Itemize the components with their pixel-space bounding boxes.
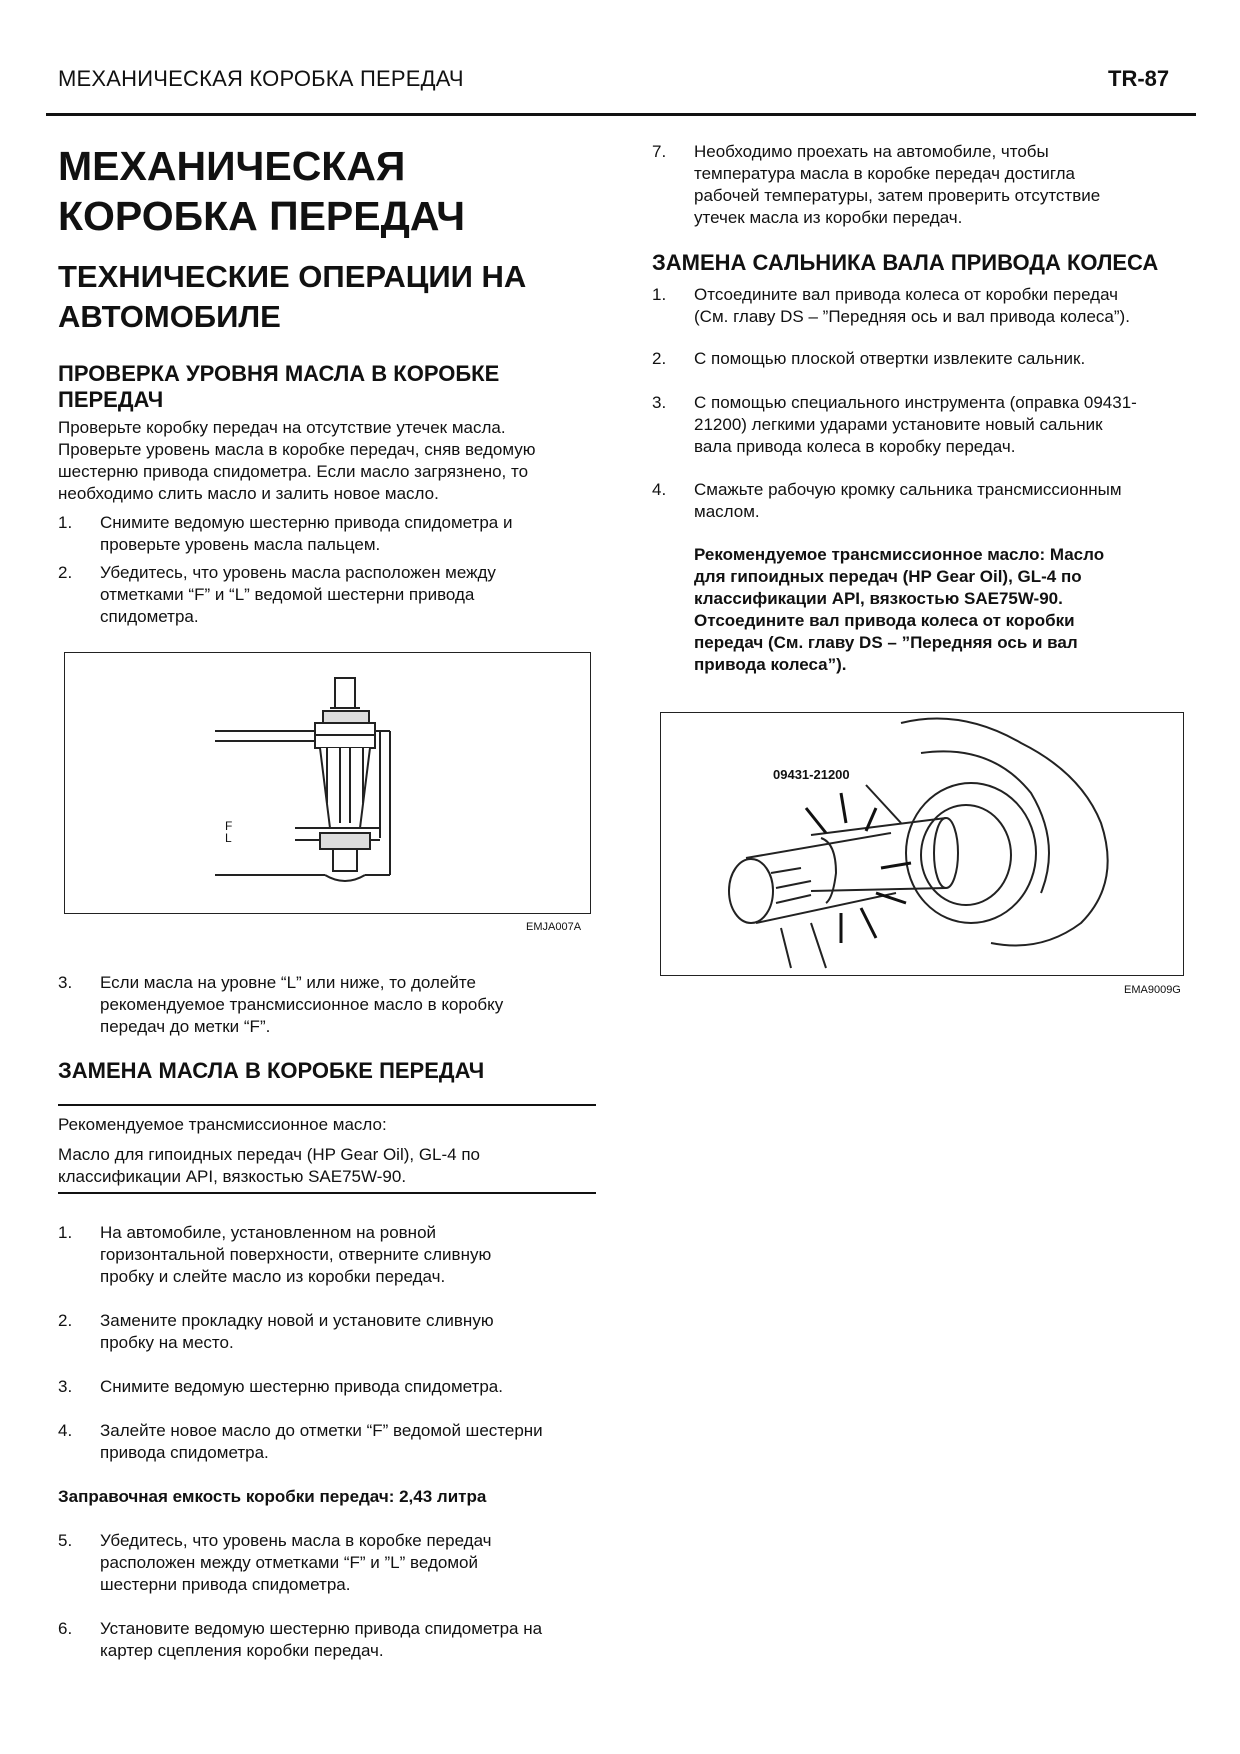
mark-f-label: F [225, 819, 233, 833]
item-line: На автомобиле, установленном на ровной [100, 1223, 437, 1242]
item-line: (См. главу DS – ”Передняя ось и вал привода колеса”). [694, 307, 1130, 326]
item-number: 2. [652, 349, 667, 368]
section-heading-seal: ЗАМЕНА САЛЬНИКА ВАЛА ПРИВОДА КОЛЕСА [652, 250, 1159, 275]
list-item [58, 972, 618, 1040]
item-line: шестерни привода спидометра. [100, 1575, 351, 1594]
list-item [58, 1530, 618, 1598]
list-item [652, 284, 1212, 330]
item-line: С помощью специального инструмента (оправка 09431- [694, 393, 1137, 412]
item-number: 7. [652, 142, 667, 161]
item-text [100, 1310, 494, 1354]
item-line: Снимите ведомую шестерню привода спидометра. [100, 1377, 503, 1396]
item-text [694, 284, 1130, 328]
item-text [694, 479, 1122, 523]
spec-rule-top [58, 1104, 596, 1106]
list-item [58, 1420, 618, 1466]
item-line: маслом. [694, 502, 760, 521]
spec-rule-bottom [58, 1192, 596, 1194]
header-rule [46, 113, 1196, 116]
item-text [694, 348, 1085, 370]
item-line: температура масла в коробке передач достигла [694, 164, 1076, 183]
intro-line: Проверьте уровень масла в коробке передач, сняв ведомую [58, 440, 536, 459]
page-subtitle: ТЕХНИЧЕСКИЕ ОПЕРАЦИИ НА АВТОМОБИЛЕ [58, 259, 527, 334]
note-line: классификации API, вязкостью SAE75W-90. [694, 589, 1063, 608]
item-line: привода спидометра. [100, 1443, 269, 1462]
list-item [58, 1618, 618, 1664]
note-line: для гипоидных передач (HP Gear Oil), GL-4 по [694, 567, 1082, 586]
item-line: Необходимо проехать на автомобиле, чтобы [694, 142, 1049, 161]
item-line: утечек масла из коробки передач. [694, 208, 963, 227]
item-line: Установите ведомую шестерню привода спидометра на [100, 1619, 543, 1638]
item-line: рабочей температуры, затем проверить отсутствие [694, 186, 1101, 205]
item-number: 2. [58, 563, 73, 582]
intro-line: Проверьте коробку передач на отсутствие утечек масла. [58, 418, 506, 437]
item-number: 1. [58, 513, 73, 532]
intro-line: шестерню привода спидометра. Если масло загрязнено, то [58, 462, 529, 481]
item-number: 5. [58, 1531, 73, 1550]
speedometer-gear-drawing [65, 653, 590, 913]
list-item [58, 1222, 618, 1290]
item-line: пробку и слейте масло из коробки передач. [100, 1267, 446, 1286]
list-item [58, 512, 618, 558]
item-line: Убедитесь, что уровень масла в коробке передач [100, 1531, 492, 1550]
page-number: TR-87 [1108, 66, 1170, 91]
item-number: 3. [58, 973, 73, 992]
item-text [100, 562, 496, 628]
item-number: 4. [652, 480, 667, 499]
item-line: отметками “F” и “L” ведомой шестерни привода [100, 585, 475, 604]
oil-note [694, 544, 1194, 676]
item-text [694, 392, 1137, 458]
item-number: 6. [58, 1619, 73, 1638]
list-item [652, 392, 1212, 460]
section-heading-check-oil: ПРОВЕРКА УРОВНЯ МАСЛА В КОРОБКЕ ПЕРЕДАЧ [58, 361, 500, 412]
list-item [58, 1376, 618, 1400]
list-item [58, 1310, 618, 1356]
figure-seal-installation [660, 712, 1184, 976]
item-line: вала привода колеса в коробку передач. [694, 437, 1016, 456]
item-number: 1. [58, 1223, 73, 1242]
item-number: 1. [652, 285, 667, 304]
item-text [100, 972, 503, 1038]
item-line: Замените прокладку новой и установите сливную [100, 1311, 494, 1330]
item-text [100, 1420, 543, 1464]
item-line: передач до метки “F”. [100, 1017, 271, 1036]
list-item [58, 562, 618, 630]
item-line: Залейте новое масло до отметки “F” ведомой шестерни [100, 1421, 543, 1440]
item-line: картер сцепления коробки передач. [100, 1641, 384, 1660]
note-line: передач (См. главу DS – ”Передняя ось и вал [694, 633, 1078, 652]
item-line: расположен между отметками “F” и ”L” ведомой [100, 1553, 478, 1572]
note-line: Рекомендуемое трансмиссионное масло: Масло [694, 545, 1105, 564]
item-line: рекомендуемое трансмиссионное масло в коробку [100, 995, 504, 1014]
list-item [652, 141, 1212, 231]
item-line: спидометра. [100, 607, 199, 626]
item-line: горизонтальной поверхности, отверните сливную [100, 1245, 492, 1264]
item-line: Отсоедините вал привода колеса от коробки передач [694, 285, 1119, 304]
item-text [100, 1376, 503, 1398]
item-text [100, 1222, 491, 1288]
intro-line: необходимо слить масло и залить новое масло. [58, 484, 439, 503]
item-line: проверьте уровень масла пальцем. [100, 535, 381, 554]
tool-number-label: 09431-21200 [773, 767, 850, 782]
list-item [652, 348, 1212, 372]
item-number: 3. [652, 393, 667, 412]
item-text [100, 512, 512, 556]
spec-text [58, 1144, 598, 1188]
note-line: Отсоедините вал привода колеса от коробки [694, 611, 1075, 630]
spec-line: Масло для гипоидных передач (HP Gear Oil), GL-4 по [58, 1145, 481, 1164]
seal-tool-drawing [661, 713, 1183, 975]
check-intro [58, 417, 618, 505]
item-line: С помощью плоской отвертки извлеките сальник. [694, 349, 1086, 368]
item-line: Убедитесь, что уровень масла расположен между [100, 563, 496, 582]
item-line: 21200) легкими ударами установите новый сальник [694, 415, 1103, 434]
figure-speedometer-gear [64, 652, 591, 914]
item-text [694, 141, 1100, 229]
list-item [652, 479, 1212, 525]
section-heading-oil-change: ЗАМЕНА МАСЛА В КОРОБКЕ ПЕРЕДАЧ [58, 1058, 485, 1083]
spec-label: Рекомендуемое трансмиссионное масло: [58, 1115, 387, 1134]
item-number: 3. [58, 1377, 73, 1396]
spec-line: классификации API, вязкостью SAE75W-90. [58, 1167, 407, 1186]
figure-caption: EMJA007A [526, 921, 582, 933]
page-title: МЕХАНИЧЕСКАЯ КОРОБКА ПЕРЕДАЧ [58, 143, 466, 239]
item-line: Смажьте рабочую кромку сальника трансмиссионным [694, 480, 1122, 499]
item-text [100, 1618, 542, 1662]
item-line: Снимите ведомую шестерню привода спидометра и [100, 513, 513, 532]
running-header: МЕХАНИЧЕСКАЯ КОРОБКА ПЕРЕДАЧ [58, 66, 464, 91]
figure-caption: EMA9009G [1124, 984, 1181, 996]
item-number: 2. [58, 1311, 73, 1330]
item-number: 4. [58, 1421, 73, 1440]
item-line: пробку на место. [100, 1333, 234, 1352]
note-line: привода колеса”). [694, 655, 847, 674]
item-text [100, 1530, 492, 1596]
fill-capacity: Заправочная емкость коробки передач: 2,43 литра [58, 1487, 487, 1506]
mark-l-label: L [225, 831, 232, 845]
item-line: Если масла на уровне “L” или ниже, то долейте [100, 973, 476, 992]
